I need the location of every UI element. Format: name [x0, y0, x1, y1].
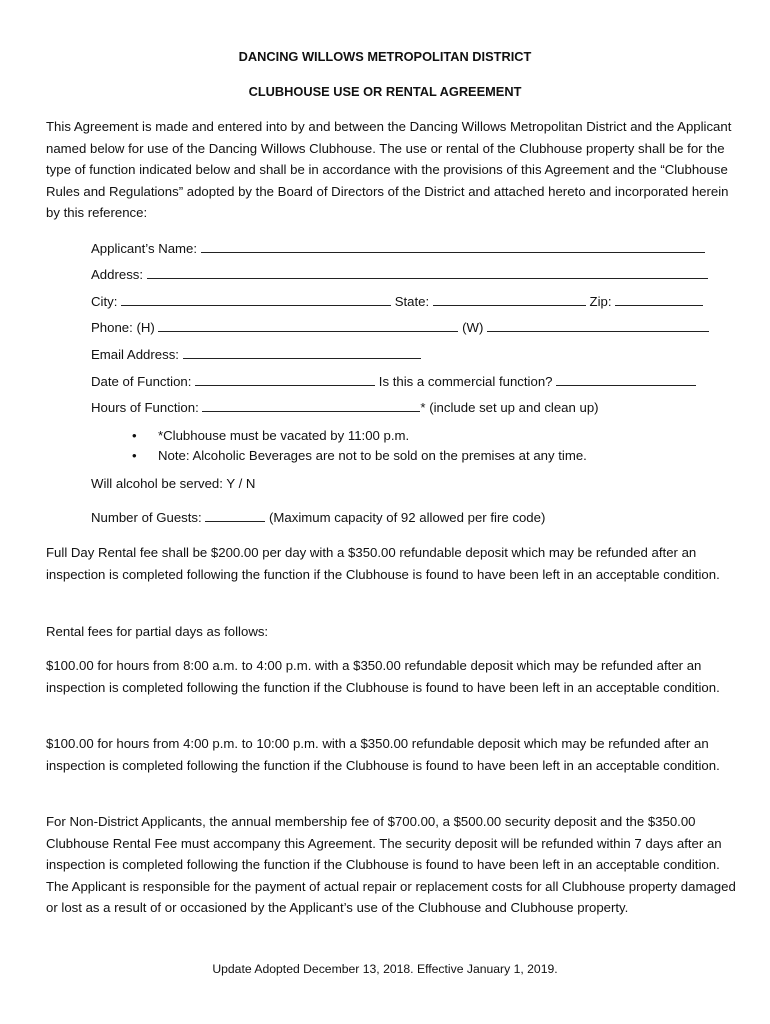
address-row: [91, 266, 731, 284]
commercial-blank[interactable]: [556, 373, 696, 386]
phone-row: [91, 319, 731, 337]
footer-note: Update Adopted December 13, 2018. Effective January 1, 2019.: [212, 962, 558, 976]
partial-fee-intro: Rental fees for partial days as follows:: [46, 624, 269, 639]
state-label: State:: [394, 294, 430, 309]
intro-paragraph: This Agreement is made and entered into by and between the Dancing Willows Metropolitan District and the Applicant named below for use of the Dancing Willows Clubhouse. The use or rental of the Clubhouse property shall be for the type of function indicated below and shall be in accordance with the provisions of this Agreement and the “Clubhouse Rules and Regulations” adopted by the Board of Directors of the District and attached hereto and incorporated herein by this reference:: [46, 119, 732, 221]
hours-blank[interactable]: [202, 399, 420, 412]
bullet-text: Note: Alcoholic Beverages are not to be sold on the premises at any time.: [158, 448, 587, 463]
city-blank[interactable]: [121, 293, 391, 306]
full-day-fee-paragraph: Full Day Rental fee shall be $200.00 per day with a $350.00 refundable deposit which may be refunded after an inspection is completed following the function if the Clubhouse is found to have been left in an acceptable condition.: [46, 545, 720, 582]
state-blank[interactable]: [433, 293, 586, 306]
bullet-text: *Clubhouse must be vacated by 11:00 p.m.: [158, 428, 410, 443]
evening-fee-paragraph: $100.00 for hours from 4:00 p.m. to 10:00 p.m. with a $350.00 refundable deposit which may be refunded after an inspection is completed following the function if the Clubhouse is found to have been left in an acceptable condition.: [46, 736, 720, 773]
applicant-name-row: [91, 240, 731, 258]
applicant-name-label: Applicant’s Name:: [91, 241, 198, 256]
date-blank[interactable]: [195, 373, 375, 386]
address-blank[interactable]: [147, 266, 708, 279]
morning-fee-paragraph: $100.00 for hours from 8:00 a.m. to 4:00 p.m. with a $350.00 refundable deposit which may be refunded after an inspection is completed following the function if the Clubhouse is found to have been left in an acceptable condition.: [46, 658, 720, 695]
phone-home-blank[interactable]: [158, 319, 458, 332]
date-label: Date of Function:: [91, 374, 192, 389]
zip-label: Zip:: [589, 294, 612, 309]
email-label: Email Address:: [91, 347, 179, 362]
address-label: Address:: [91, 267, 144, 282]
phone-work-blank[interactable]: [487, 319, 709, 332]
zip-blank[interactable]: [615, 293, 703, 306]
hours-label: Hours of Function:: [91, 400, 199, 415]
guests-blank[interactable]: [205, 509, 265, 522]
city-state-zip-row: [91, 293, 731, 311]
email-blank[interactable]: [183, 346, 421, 359]
date-commercial-row: [91, 373, 731, 391]
alcohol-row: [91, 475, 731, 493]
guests-note: (Maximum capacity of 92 allowed per fire code): [269, 510, 546, 525]
alcohol-label: Will alcohol be served: Y / N: [91, 476, 256, 491]
bullet-dot-icon: •: [132, 428, 137, 443]
hours-note: * (include set up and clean up): [420, 400, 599, 415]
org-title: DANCING WILLOWS METROPOLITAN DISTRICT: [238, 49, 532, 64]
hours-row: [91, 399, 731, 417]
email-row: [91, 346, 731, 364]
bullet-dot-icon: •: [132, 448, 137, 463]
commercial-label: Is this a commercial function?: [378, 374, 553, 389]
city-label: City:: [91, 294, 118, 309]
phone-home-label: Phone: (H): [91, 320, 155, 335]
document-title: CLUBHOUSE USE OR RENTAL AGREEMENT: [248, 84, 522, 99]
guests-row: [91, 509, 731, 527]
phone-work-label: (W): [462, 320, 484, 335]
guests-label: Number of Guests:: [91, 510, 202, 525]
non-district-paragraph: For Non-District Applicants, the annual membership fee of $700.00, a $500.00 security deposit and the $350.00 Clubhouse Rental Fee must accompany this Agreement. The security deposit will be refunded within 7 days after an inspection is completed following the function if the Clubhouse is found to have been left in an acceptable condition. The Applicant is responsible for the payment of actual repair or replacement costs for all Clubhouse property damaged or lost as a result of or occasioned by the Applicant’s use of the Clubhouse and Clubhouse property.: [46, 814, 736, 916]
applicant-name-blank[interactable]: [201, 240, 705, 253]
